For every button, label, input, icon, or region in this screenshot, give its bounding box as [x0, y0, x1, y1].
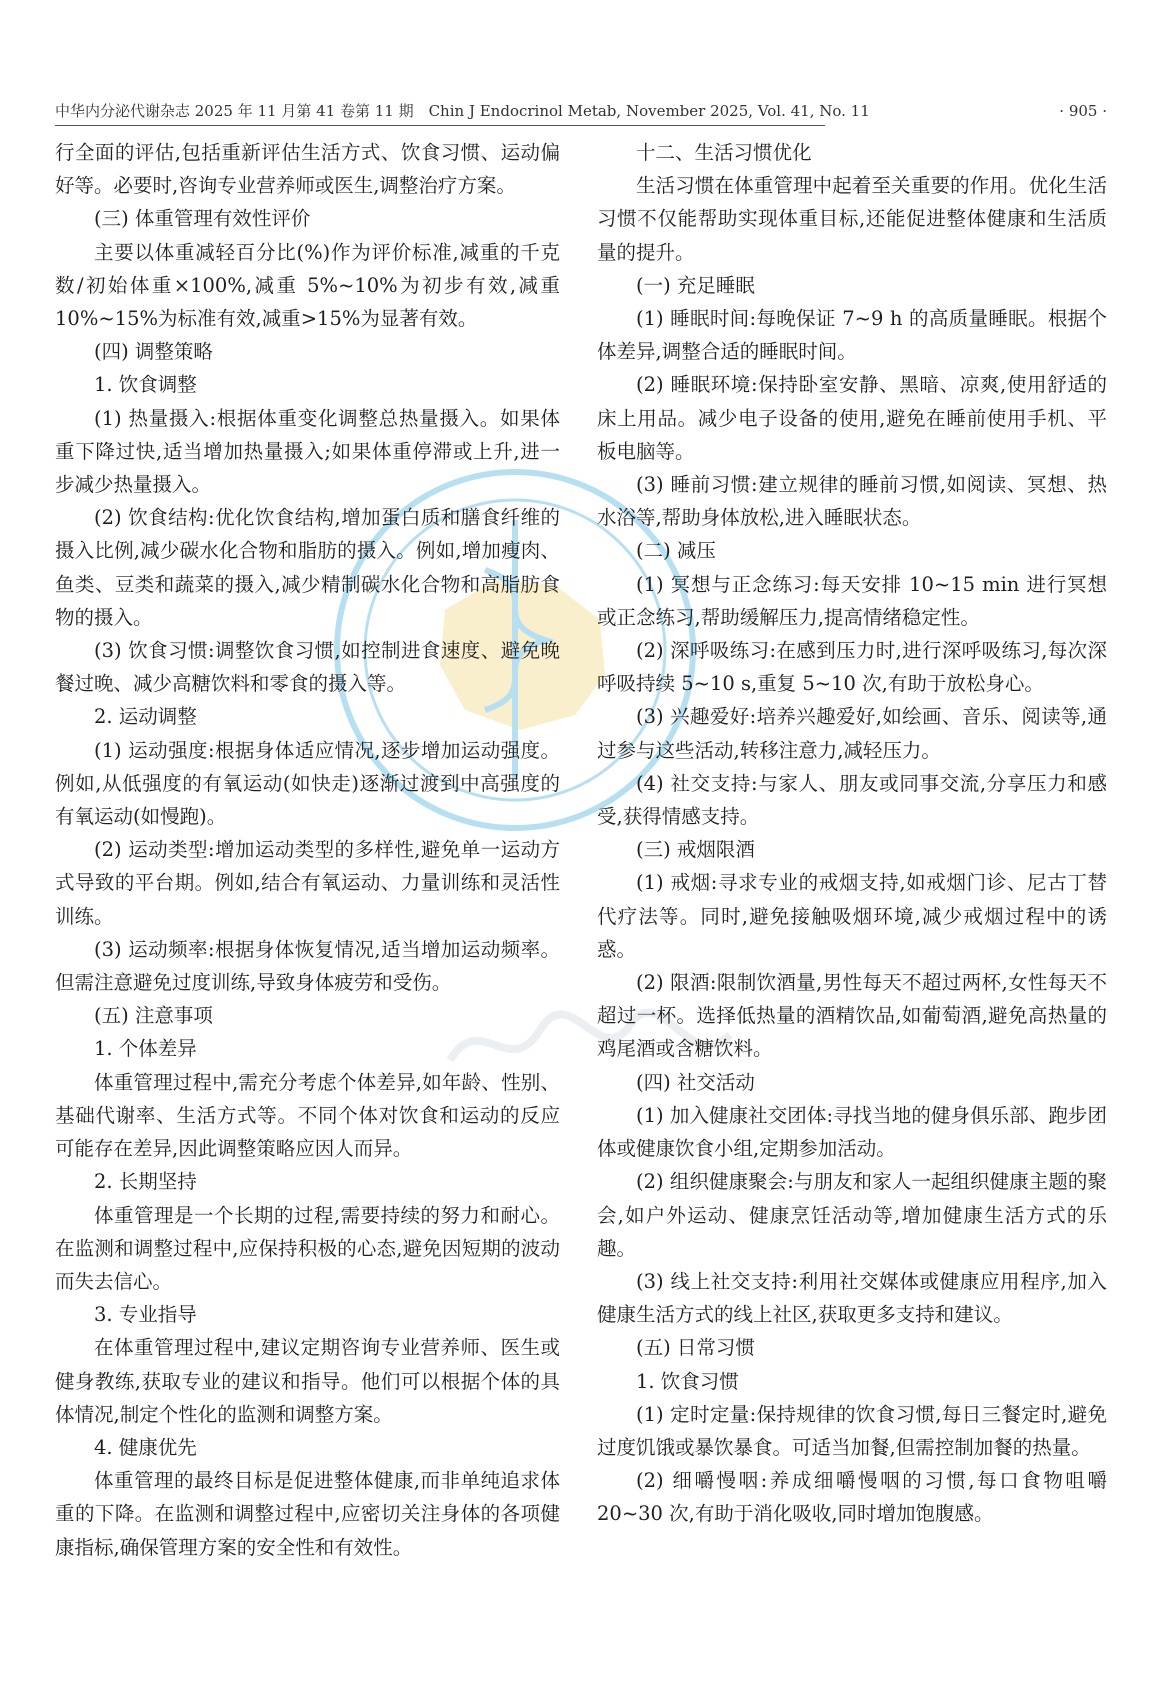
- paragraph: (3) 运动频率:根据身体恢复情况,适当增加运动频率。但需注意避免过度训练,导致身体疲劳和受伤。: [55, 937, 560, 995]
- paragraph: (1) 运动强度:根据身体适应情况,逐步增加运动强度。例如,从低强度的有氧运动(如快走)逐渐过渡到中高强度的有氧运动(如慢跑)。: [55, 738, 560, 829]
- running-header: [55, 101, 1107, 121]
- section-heading: 十二、生活习惯优化: [636, 141, 812, 164]
- page-number: · 905 ·: [1059, 102, 1107, 120]
- section-heading: (四) 社交活动: [636, 1070, 755, 1094]
- section-heading: (三) 体重管理有效性评价: [94, 207, 311, 231]
- paragraph: 在体重管理过程中,建议定期咨询专业营养师、医生或健身教练,获取专业的建议和指导。他们可以根据个体的具体情况,制定个性化的监测和调整方案。: [55, 1336, 560, 1426]
- section-heading: 1. 饮食习惯: [636, 1369, 739, 1393]
- paragraph: (4) 社交支持:与家人、朋友或同事交流,分享压力和感受,获得情感支持。: [597, 771, 1107, 829]
- paragraph: (2) 深呼吸练习:在感到压力时,进行深呼吸练习,每次深呼吸持续 5~10 s,重复 5~10 次,有助于放松身心。: [597, 639, 1107, 696]
- paragraph: (2) 饮食结构:优化饮食结构,增加蛋白质和膳食纤维的摄入比例,减少碳水化合物和脂肪的摄入。例如,增加瘦肉、鱼类、豆类和蔬菜的摄入,减少精制碳水化合物和高脂肪食物的摄入。: [55, 506, 560, 629]
- section-heading: (五) 日常习惯: [636, 1336, 755, 1360]
- paragraph: 体重管理的最终目标是促进整体健康,而非单纯追求体重的下降。在监测和调整过程中,应密切关注身体的各项健康指标,确保管理方案的安全性和有效性。: [55, 1469, 560, 1559]
- paragraph: (2) 运动类型:增加运动类型的多样性,避免单一运动方式导致的平台期。例如,结合有氧运动、力量训练和灵活性训练。: [55, 838, 560, 928]
- paragraph: (2) 组织健康聚会:与朋友和家人一起组织健康主题的聚会,如户外运动、健康烹饪活动等,增加健康生活方式的乐趣。: [597, 1170, 1107, 1260]
- paragraph: 体重管理是一个长期的过程,需要持续的努力和耐心。在监测和调整过程中,应保持积极的心态,避免因短期的波动而失去信心。: [55, 1203, 560, 1293]
- right-column: [597, 136, 1107, 1531]
- paragraph: (1) 冥想与正念练习:每天安排 10~15 min 进行冥想或正念练习,帮助缓解压力,提高情绪稳定性。: [597, 572, 1107, 629]
- paragraph: (1) 热量摄入:根据体重变化调整总热量摄入。如果体重下降过快,适当增加热量摄入;如果体重停滞或上升,进一步减少热量摄入。: [55, 406, 560, 497]
- paragraph: (3) 线上社交支持:利用社交媒体或健康应用程序,加入健康生活方式的线上社区,获取更多支持和建议。: [597, 1269, 1107, 1327]
- paragraph: (2) 睡眠环境:保持卧室安静、黑暗、凉爽,使用舒适的床上用品。减少电子设备的使用,避免在睡前使用手机、平板电脑等。: [597, 373, 1107, 463]
- section-heading: 1. 饮食调整: [94, 373, 197, 397]
- paragraph: (1) 定时定量:保持规律的饮食习惯,每日三餐定时,避免过度饥饿或暴饮暴食。可适当加餐,但需控制加餐的热量。: [597, 1402, 1107, 1459]
- section-heading: 2. 长期坚持: [94, 1170, 197, 1194]
- paragraph: (1) 加入健康社交团体:寻找当地的健身俱乐部、跑步团体或健康饮食小组,定期参加活动。: [597, 1103, 1107, 1161]
- section-heading: 4. 健康优先: [94, 1435, 197, 1459]
- paragraph: (1) 睡眠时间:每晚保证 7~9 h 的高质量睡眠。根据个体差异,调整合适的睡眠时间。: [597, 307, 1107, 364]
- section-heading: (五) 注意事项: [94, 1004, 213, 1028]
- paragraph: 行全面的评估,包括重新评估生活方式、饮食习惯、运动偏好等。必要时,咨询专业营养师或医生,调整治疗方案。: [55, 141, 560, 198]
- paragraph: (2) 细嚼慢咽:养成细嚼慢咽的习惯,每口食物咀嚼 20~30 次,有助于消化吸收,同时增加饱腹感。: [597, 1469, 1107, 1526]
- section-heading: (一) 充足睡眠: [636, 273, 755, 297]
- section-heading: (三) 戒烟限酒: [636, 838, 755, 862]
- paragraph: 生活习惯在体重管理中起着至关重要的作用。优化生活习惯不仅能帮助实现体重目标,还能促进整体健康和生活质量的提升。: [597, 174, 1107, 264]
- paragraph: (3) 睡前习惯:建立规律的睡前习惯,如阅读、冥想、热水浴等,帮助身体放松,进入睡眠状态。: [597, 473, 1107, 530]
- section-heading: 3. 专业指导: [94, 1303, 197, 1327]
- paragraph: (3) 饮食习惯:调整饮食习惯,如控制进食速度、避免晚餐过晚、减少高糖饮料和零食的摄入等。: [55, 639, 560, 696]
- paragraph: (2) 限酒:限制饮酒量,男性每天不超过两杯,女性每天不超过一杯。选择低热量的酒精饮品,如葡萄酒,避免高热量的鸡尾酒或含糖饮料。: [597, 971, 1107, 1061]
- paragraph: 体重管理过程中,需充分考虑个体差异,如年龄、性别、基础代谢率、生活方式等。不同个体对饮食和运动的反应可能存在差异,因此调整策略应因人而异。: [55, 1070, 560, 1161]
- section-heading: 2. 运动调整: [94, 705, 197, 729]
- paragraph: (3) 兴趣爱好:培养兴趣爱好,如绘画、音乐、阅读等,通过参与这些活动,转移注意力,减轻压力。: [597, 705, 1107, 762]
- journal-citation: 中华内分泌代谢杂志 2025 年 11 月第 41 卷第 11 期 Chin J Endocrinol Metab, November 2025, Vol. 41, No. 11: [55, 102, 870, 120]
- section-heading: (四) 调整策略: [94, 340, 213, 364]
- section-heading: (二) 减压: [636, 539, 716, 563]
- left-column: [55, 136, 560, 1564]
- paragraph: (1) 戒烟:寻求专业的戒烟支持,如戒烟门诊、尼古丁替代疗法等。同时,避免接触吸烟环境,减少戒烟过程中的诱惑。: [597, 871, 1107, 961]
- paragraph: 主要以体重减轻百分比(%)作为评价标准,减重的千克数/初始体重×100%,减重 5%~10%为初步有效,减重 10%~15%为标准有效,减重>15%为显著有效。: [55, 240, 560, 331]
- header-rule: [55, 125, 825, 126]
- section-heading: 1. 个体差异: [94, 1037, 197, 1061]
